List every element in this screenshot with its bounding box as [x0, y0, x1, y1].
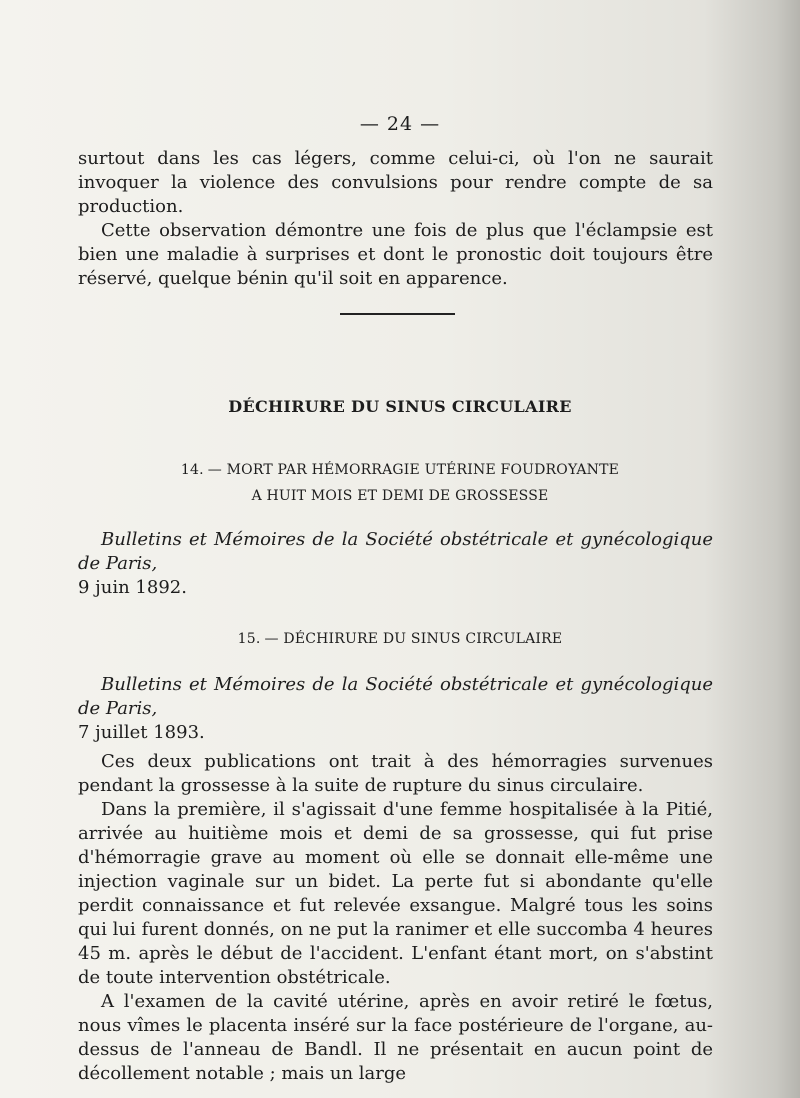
entry-15-date: 7 juillet 1893.: [78, 722, 205, 743]
page-number: — 24 —: [359, 113, 441, 135]
body-paragraph-2: Dans la première, il s'agissait d'une femme hospitalisée à la Pitié, arrivée au huitième mois et demi de sa grossesse, qui fut prise d'hémorragie grave au moment où elle se donnait elle-même une injection vaginale sur un bidet. La perte fut si abondante qu'elle perdit connaissance et fut relevée exsangue. Malgré tous les soins qui lui furent donnés, on ne put la ranimer et elle succomba 4 heures 45 m. après le début de l'accident. L'enfant étant mort, on s'abstint de toute intervention obstétricale.: [78, 799, 713, 988]
entry-14-title-line-1: — MORT PAR HÉMORRAGIE UTÉRINE FOUDROYANTE: [207, 462, 620, 478]
body-paragraph-1: Ces deux publications ont trait à des hémorragies survenues pendant la grossesse à la suite de rupture du sinus circulaire.: [78, 751, 713, 796]
section-divider: [340, 313, 455, 315]
entry-15-title-line-1: — DÉCHIRURE DU SINUS CIRCULAIRE: [264, 631, 563, 647]
entry-14-date: 9 juin 1892.: [78, 577, 187, 598]
entry-14-title-line-2: A HUIT MOIS ET DEMI DE GROSSESSE: [251, 488, 549, 504]
entry-15-journal: Bulletins et Mémoires de la Société obstétricale et gynécologique de Paris,: [78, 674, 713, 719]
entry-15-citation: [78, 673, 713, 745]
entry-14-title: [0, 457, 800, 509]
entry-15-number: 15.: [237, 631, 261, 647]
section-heading: DÉCHIRURE DU SINUS CIRCULAIRE: [228, 397, 572, 416]
entry-14-citation: [78, 528, 713, 600]
body-paragraph-3: A l'examen de la cavité utérine, après en avoir retiré le fœtus, nous vîmes le placenta inséré sur la face postérieure de l'organe, au-dessus de l'anneau de Bandl. Il ne présentait en aucun point de décollement notable ; mais un large: [78, 991, 713, 1084]
entry-14-number: 14.: [180, 462, 204, 478]
entry-14-journal: Bulletins et Mémoires de la Société obstétricale et gynécologique de Paris,: [78, 529, 713, 574]
intro-text: [78, 147, 713, 291]
body-text: [78, 750, 713, 1086]
intro-paragraph-2: Cette observation démontre une fois de plus que l'éclampsie est bien une maladie à surprises et dont le pronostic doit toujours être réservé, quelque bénin qu'il soit en apparence.: [78, 220, 713, 289]
intro-paragraph-1: surtout dans les cas légers, comme celui-ci, où l'on ne saurait invoquer la violence des convulsions pour rendre compte de sa production.: [78, 148, 713, 217]
entry-15-title: [0, 626, 800, 652]
